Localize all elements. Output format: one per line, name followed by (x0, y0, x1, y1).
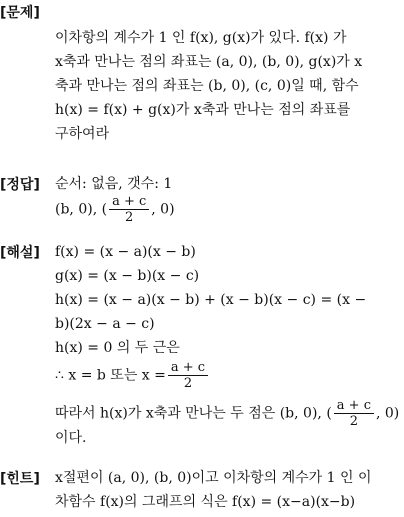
problem-line: h(x) = f(x) + g(x)가 x축과 만나는 점의 좌표를 (55, 102, 351, 118)
answer-section (0, 174, 404, 234)
hint-label: [힌트] (0, 471, 40, 487)
fraction-denominator: 2 (183, 376, 193, 391)
solution-therefore (55, 360, 210, 391)
final-suffix: , 0) (375, 405, 400, 422)
problem-section (0, 2, 404, 152)
solution-final-fraction (334, 398, 374, 429)
solution-line: b)(2x − a − c) (55, 316, 155, 332)
solution-line: h(x) = 0 의 두 근은 (55, 340, 180, 356)
solution-line: h(x) = (x − a)(x − b) + (x − b)(x − c) = (x − (55, 292, 367, 308)
problem-line: x축과 만나는 점의 좌표는 (a, 0), (b, 0), g(x)가 x (55, 54, 363, 70)
problem-line: 이차항의 계수가 1 인 f(x), g(x)가 있다. f(x) 가 (55, 30, 347, 46)
hint-section (0, 468, 404, 516)
solution-line: g(x) = (x − b)(x − c) (55, 268, 200, 284)
problem-label: [문제] (0, 5, 40, 21)
answer-fraction (109, 194, 149, 225)
answer-coord-suffix: , 0) (151, 201, 175, 218)
answer-line: 순서: 없음, 갯수: 1 (55, 176, 173, 192)
solution-line: f(x) = (x − a)(x − b) (55, 244, 196, 260)
problem-line: 축과 만나는 점의 좌표는 (b, 0), (c, 0)일 때, 함수 (55, 78, 359, 94)
final-text: 따라서 h(x)가 x축과 만나는 두 점은 (b, 0), ( (55, 405, 332, 422)
answer-label: [정답] (0, 177, 40, 193)
problem-line: 구하여라 (55, 126, 110, 142)
fraction-numerator: a + c (334, 398, 374, 414)
hint-line: x절편이 (a, 0), (b, 0)이고 이차항의 계수가 1 인 이 (55, 470, 372, 486)
fraction-denominator: 2 (125, 210, 134, 225)
fraction-denominator: 2 (349, 414, 359, 429)
solution-label: [해설] (0, 245, 40, 261)
answer-coordinates (55, 194, 175, 225)
hint-line: 차함수 f(x)의 그래프의 식은 f(x) = (x−a)(x−b) (55, 494, 356, 510)
solution-final-line2: 이다. (55, 430, 87, 446)
therefore-text: ∴ x = b 또는 x = (55, 367, 166, 384)
solution-section (0, 242, 404, 452)
fraction-numerator: a + c (168, 360, 208, 376)
answer-coord-prefix: (b, 0), ( (55, 201, 108, 218)
solution-fraction (168, 360, 208, 391)
solution-final (55, 398, 399, 429)
fraction-numerator: a + c (109, 194, 149, 210)
